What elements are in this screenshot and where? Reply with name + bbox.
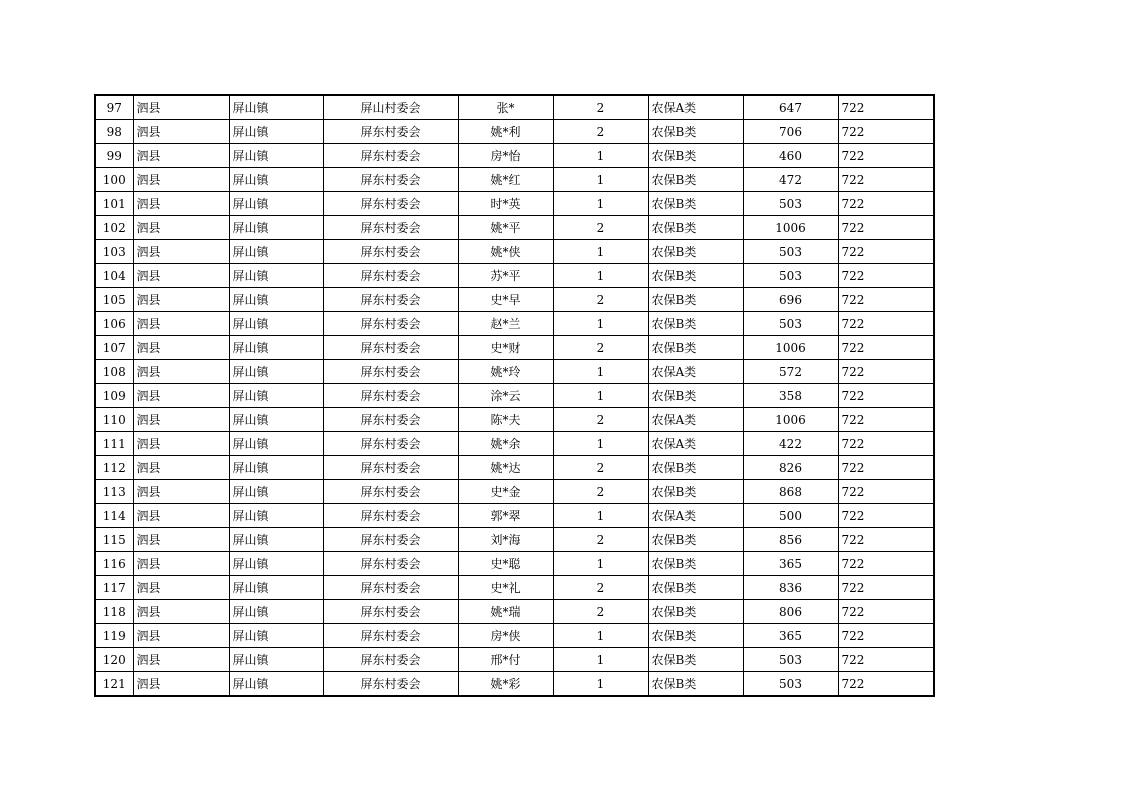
village-cell: 屏东村委会 xyxy=(323,312,458,336)
name-cell: 邢*付 xyxy=(458,648,553,672)
amount-cell: 868 xyxy=(743,480,838,504)
county-cell: 泗县 xyxy=(133,95,229,120)
household-count-cell: 1 xyxy=(553,168,648,192)
row-number-cell: 105 xyxy=(95,288,133,312)
town-cell: 屏山镇 xyxy=(229,192,323,216)
household-count-cell: 1 xyxy=(553,312,648,336)
row-number-cell: 117 xyxy=(95,576,133,600)
village-cell: 屏东村委会 xyxy=(323,240,458,264)
standard-cell: 722 xyxy=(838,360,934,384)
standard-cell: 722 xyxy=(838,408,934,432)
name-cell: 姚*余 xyxy=(458,432,553,456)
county-cell: 泗县 xyxy=(133,504,229,528)
name-cell: 史*礼 xyxy=(458,576,553,600)
standard-cell: 722 xyxy=(838,192,934,216)
household-count-cell: 2 xyxy=(553,288,648,312)
village-cell: 屏东村委会 xyxy=(323,672,458,697)
standard-cell: 722 xyxy=(838,600,934,624)
standard-cell: 722 xyxy=(838,120,934,144)
category-cell: 农保B类 xyxy=(648,168,743,192)
village-cell: 屏东村委会 xyxy=(323,528,458,552)
village-cell: 屏东村委会 xyxy=(323,168,458,192)
village-cell: 屏山村委会 xyxy=(323,95,458,120)
household-count-cell: 1 xyxy=(553,624,648,648)
category-cell: 农保B类 xyxy=(648,600,743,624)
row-number-cell: 102 xyxy=(95,216,133,240)
village-cell: 屏东村委会 xyxy=(323,456,458,480)
household-count-cell: 1 xyxy=(553,672,648,697)
village-cell: 屏东村委会 xyxy=(323,600,458,624)
household-count-cell: 2 xyxy=(553,600,648,624)
town-cell: 屏山镇 xyxy=(229,480,323,504)
category-cell: 农保A类 xyxy=(648,95,743,120)
amount-cell: 503 xyxy=(743,192,838,216)
county-cell: 泗县 xyxy=(133,216,229,240)
table-row xyxy=(95,95,934,120)
county-cell: 泗县 xyxy=(133,264,229,288)
standard-cell: 722 xyxy=(838,624,934,648)
amount-cell: 503 xyxy=(743,264,838,288)
village-cell: 屏东村委会 xyxy=(323,504,458,528)
county-cell: 泗县 xyxy=(133,288,229,312)
row-number-cell: 100 xyxy=(95,168,133,192)
amount-cell: 503 xyxy=(743,240,838,264)
county-cell: 泗县 xyxy=(133,648,229,672)
category-cell: 农保B类 xyxy=(648,528,743,552)
county-cell: 泗县 xyxy=(133,240,229,264)
category-cell: 农保B类 xyxy=(648,648,743,672)
town-cell: 屏山镇 xyxy=(229,95,323,120)
name-cell: 姚*侠 xyxy=(458,240,553,264)
amount-cell: 1006 xyxy=(743,336,838,360)
name-cell: 房*怡 xyxy=(458,144,553,168)
standard-cell: 722 xyxy=(838,384,934,408)
category-cell: 农保A类 xyxy=(648,432,743,456)
town-cell: 屏山镇 xyxy=(229,120,323,144)
row-number-cell: 120 xyxy=(95,648,133,672)
table-row xyxy=(95,456,934,480)
village-cell: 屏东村委会 xyxy=(323,384,458,408)
town-cell: 屏山镇 xyxy=(229,240,323,264)
amount-cell: 826 xyxy=(743,456,838,480)
county-cell: 泗县 xyxy=(133,192,229,216)
household-count-cell: 1 xyxy=(553,648,648,672)
amount-cell: 572 xyxy=(743,360,838,384)
town-cell: 屏山镇 xyxy=(229,528,323,552)
category-cell: 农保A类 xyxy=(648,504,743,528)
standard-cell: 722 xyxy=(838,264,934,288)
county-cell: 泗县 xyxy=(133,432,229,456)
row-number-cell: 112 xyxy=(95,456,133,480)
amount-cell: 706 xyxy=(743,120,838,144)
town-cell: 屏山镇 xyxy=(229,336,323,360)
county-cell: 泗县 xyxy=(133,312,229,336)
household-count-cell: 2 xyxy=(553,576,648,600)
amount-cell: 365 xyxy=(743,624,838,648)
amount-cell: 806 xyxy=(743,600,838,624)
village-cell: 屏东村委会 xyxy=(323,648,458,672)
standard-cell: 722 xyxy=(838,648,934,672)
table-row xyxy=(95,312,934,336)
name-cell: 张* xyxy=(458,95,553,120)
household-count-cell: 1 xyxy=(553,552,648,576)
table-row xyxy=(95,504,934,528)
village-cell: 屏东村委会 xyxy=(323,552,458,576)
standard-cell: 722 xyxy=(838,672,934,697)
standard-cell: 722 xyxy=(838,456,934,480)
household-count-cell: 1 xyxy=(553,240,648,264)
table-row xyxy=(95,408,934,432)
category-cell: 农保B类 xyxy=(648,240,743,264)
amount-cell: 500 xyxy=(743,504,838,528)
county-cell: 泗县 xyxy=(133,144,229,168)
village-cell: 屏东村委会 xyxy=(323,576,458,600)
name-cell: 刘*海 xyxy=(458,528,553,552)
table-row xyxy=(95,552,934,576)
village-cell: 屏东村委会 xyxy=(323,264,458,288)
amount-cell: 365 xyxy=(743,552,838,576)
town-cell: 屏山镇 xyxy=(229,384,323,408)
table-row xyxy=(95,624,934,648)
amount-cell: 1006 xyxy=(743,408,838,432)
standard-cell: 722 xyxy=(838,528,934,552)
standard-cell: 722 xyxy=(838,168,934,192)
row-number-cell: 99 xyxy=(95,144,133,168)
household-count-cell: 2 xyxy=(553,456,648,480)
name-cell: 姚*达 xyxy=(458,456,553,480)
county-cell: 泗县 xyxy=(133,336,229,360)
town-cell: 屏山镇 xyxy=(229,600,323,624)
amount-cell: 647 xyxy=(743,95,838,120)
amount-cell: 503 xyxy=(743,648,838,672)
household-count-cell: 2 xyxy=(553,528,648,552)
name-cell: 姚*利 xyxy=(458,120,553,144)
amount-cell: 1006 xyxy=(743,216,838,240)
standard-cell: 722 xyxy=(838,480,934,504)
table-row xyxy=(95,216,934,240)
name-cell: 姚*彩 xyxy=(458,672,553,697)
table-row xyxy=(95,648,934,672)
name-cell: 姚*红 xyxy=(458,168,553,192)
village-cell: 屏东村委会 xyxy=(323,120,458,144)
standard-cell: 722 xyxy=(838,576,934,600)
row-number-cell: 110 xyxy=(95,408,133,432)
row-number-cell: 111 xyxy=(95,432,133,456)
category-cell: 农保B类 xyxy=(648,480,743,504)
village-cell: 屏东村委会 xyxy=(323,624,458,648)
category-cell: 农保B类 xyxy=(648,312,743,336)
category-cell: 农保B类 xyxy=(648,552,743,576)
category-cell: 农保B类 xyxy=(648,288,743,312)
standard-cell: 722 xyxy=(838,432,934,456)
name-cell: 史*聪 xyxy=(458,552,553,576)
row-number-cell: 118 xyxy=(95,600,133,624)
table-body xyxy=(95,95,934,696)
table-row xyxy=(95,480,934,504)
household-count-cell: 1 xyxy=(553,504,648,528)
standard-cell: 722 xyxy=(838,95,934,120)
row-number-cell: 113 xyxy=(95,480,133,504)
county-cell: 泗县 xyxy=(133,456,229,480)
county-cell: 泗县 xyxy=(133,480,229,504)
category-cell: 农保A类 xyxy=(648,360,743,384)
county-cell: 泗县 xyxy=(133,408,229,432)
amount-cell: 836 xyxy=(743,576,838,600)
name-cell: 涂*云 xyxy=(458,384,553,408)
county-cell: 泗县 xyxy=(133,528,229,552)
table-row xyxy=(95,288,934,312)
table-row xyxy=(95,600,934,624)
town-cell: 屏山镇 xyxy=(229,312,323,336)
household-count-cell: 1 xyxy=(553,144,648,168)
standard-cell: 722 xyxy=(838,144,934,168)
village-cell: 屏东村委会 xyxy=(323,192,458,216)
category-cell: 农保B类 xyxy=(648,144,743,168)
row-number-cell: 107 xyxy=(95,336,133,360)
household-count-cell: 1 xyxy=(553,360,648,384)
row-number-cell: 121 xyxy=(95,672,133,697)
table-row xyxy=(95,192,934,216)
name-cell: 姚*瑞 xyxy=(458,600,553,624)
name-cell: 郭*翠 xyxy=(458,504,553,528)
table-row xyxy=(95,432,934,456)
name-cell: 史*金 xyxy=(458,480,553,504)
village-cell: 屏东村委会 xyxy=(323,144,458,168)
amount-cell: 503 xyxy=(743,312,838,336)
row-number-cell: 114 xyxy=(95,504,133,528)
row-number-cell: 109 xyxy=(95,384,133,408)
row-number-cell: 115 xyxy=(95,528,133,552)
amount-cell: 856 xyxy=(743,528,838,552)
table-row xyxy=(95,264,934,288)
village-cell: 屏东村委会 xyxy=(323,480,458,504)
town-cell: 屏山镇 xyxy=(229,144,323,168)
town-cell: 屏山镇 xyxy=(229,216,323,240)
category-cell: 农保B类 xyxy=(648,264,743,288)
name-cell: 陈*夫 xyxy=(458,408,553,432)
village-cell: 屏东村委会 xyxy=(323,336,458,360)
village-cell: 屏东村委会 xyxy=(323,408,458,432)
row-number-cell: 116 xyxy=(95,552,133,576)
name-cell: 姚*玲 xyxy=(458,360,553,384)
town-cell: 屏山镇 xyxy=(229,504,323,528)
county-cell: 泗县 xyxy=(133,624,229,648)
town-cell: 屏山镇 xyxy=(229,456,323,480)
standard-cell: 722 xyxy=(838,336,934,360)
town-cell: 屏山镇 xyxy=(229,432,323,456)
data-table xyxy=(94,94,935,697)
village-cell: 屏东村委会 xyxy=(323,432,458,456)
household-count-cell: 2 xyxy=(553,480,648,504)
amount-cell: 472 xyxy=(743,168,838,192)
table-row xyxy=(95,120,934,144)
town-cell: 屏山镇 xyxy=(229,624,323,648)
category-cell: 农保B类 xyxy=(648,456,743,480)
town-cell: 屏山镇 xyxy=(229,288,323,312)
amount-cell: 422 xyxy=(743,432,838,456)
name-cell: 赵*兰 xyxy=(458,312,553,336)
town-cell: 屏山镇 xyxy=(229,360,323,384)
town-cell: 屏山镇 xyxy=(229,648,323,672)
category-cell: 农保B类 xyxy=(648,192,743,216)
table-row xyxy=(95,240,934,264)
row-number-cell: 104 xyxy=(95,264,133,288)
row-number-cell: 101 xyxy=(95,192,133,216)
standard-cell: 722 xyxy=(838,552,934,576)
household-count-cell: 2 xyxy=(553,408,648,432)
amount-cell: 696 xyxy=(743,288,838,312)
county-cell: 泗县 xyxy=(133,552,229,576)
table-row xyxy=(95,384,934,408)
category-cell: 农保B类 xyxy=(648,216,743,240)
town-cell: 屏山镇 xyxy=(229,408,323,432)
county-cell: 泗县 xyxy=(133,600,229,624)
village-cell: 屏东村委会 xyxy=(323,216,458,240)
table-row xyxy=(95,528,934,552)
category-cell: 农保A类 xyxy=(648,408,743,432)
village-cell: 屏东村委会 xyxy=(323,360,458,384)
category-cell: 农保B类 xyxy=(648,672,743,697)
household-count-cell: 1 xyxy=(553,432,648,456)
category-cell: 农保B类 xyxy=(648,120,743,144)
household-count-cell: 1 xyxy=(553,192,648,216)
row-number-cell: 103 xyxy=(95,240,133,264)
standard-cell: 722 xyxy=(838,288,934,312)
town-cell: 屏山镇 xyxy=(229,576,323,600)
name-cell: 时*英 xyxy=(458,192,553,216)
county-cell: 泗县 xyxy=(133,384,229,408)
household-count-cell: 2 xyxy=(553,120,648,144)
amount-cell: 503 xyxy=(743,672,838,697)
row-number-cell: 119 xyxy=(95,624,133,648)
amount-cell: 358 xyxy=(743,384,838,408)
standard-cell: 722 xyxy=(838,312,934,336)
row-number-cell: 106 xyxy=(95,312,133,336)
standard-cell: 722 xyxy=(838,216,934,240)
town-cell: 屏山镇 xyxy=(229,264,323,288)
name-cell: 姚*平 xyxy=(458,216,553,240)
standard-cell: 722 xyxy=(838,504,934,528)
village-cell: 屏东村委会 xyxy=(323,288,458,312)
county-cell: 泗县 xyxy=(133,360,229,384)
household-count-cell: 1 xyxy=(553,264,648,288)
county-cell: 泗县 xyxy=(133,120,229,144)
table-row xyxy=(95,336,934,360)
category-cell: 农保B类 xyxy=(648,624,743,648)
town-cell: 屏山镇 xyxy=(229,672,323,697)
name-cell: 房*侠 xyxy=(458,624,553,648)
table-row xyxy=(95,144,934,168)
row-number-cell: 97 xyxy=(95,95,133,120)
amount-cell: 460 xyxy=(743,144,838,168)
household-count-cell: 2 xyxy=(553,336,648,360)
household-count-cell: 1 xyxy=(553,384,648,408)
county-cell: 泗县 xyxy=(133,672,229,697)
name-cell: 苏*平 xyxy=(458,264,553,288)
name-cell: 史*早 xyxy=(458,288,553,312)
standard-cell: 722 xyxy=(838,240,934,264)
category-cell: 农保B类 xyxy=(648,576,743,600)
category-cell: 农保B类 xyxy=(648,384,743,408)
table-row xyxy=(95,168,934,192)
household-count-cell: 2 xyxy=(553,216,648,240)
county-cell: 泗县 xyxy=(133,576,229,600)
name-cell: 史*财 xyxy=(458,336,553,360)
category-cell: 农保B类 xyxy=(648,336,743,360)
row-number-cell: 98 xyxy=(95,120,133,144)
table-row xyxy=(95,360,934,384)
town-cell: 屏山镇 xyxy=(229,552,323,576)
household-count-cell: 2 xyxy=(553,95,648,120)
table-row xyxy=(95,672,934,697)
county-cell: 泗县 xyxy=(133,168,229,192)
row-number-cell: 108 xyxy=(95,360,133,384)
table-row xyxy=(95,576,934,600)
town-cell: 屏山镇 xyxy=(229,168,323,192)
